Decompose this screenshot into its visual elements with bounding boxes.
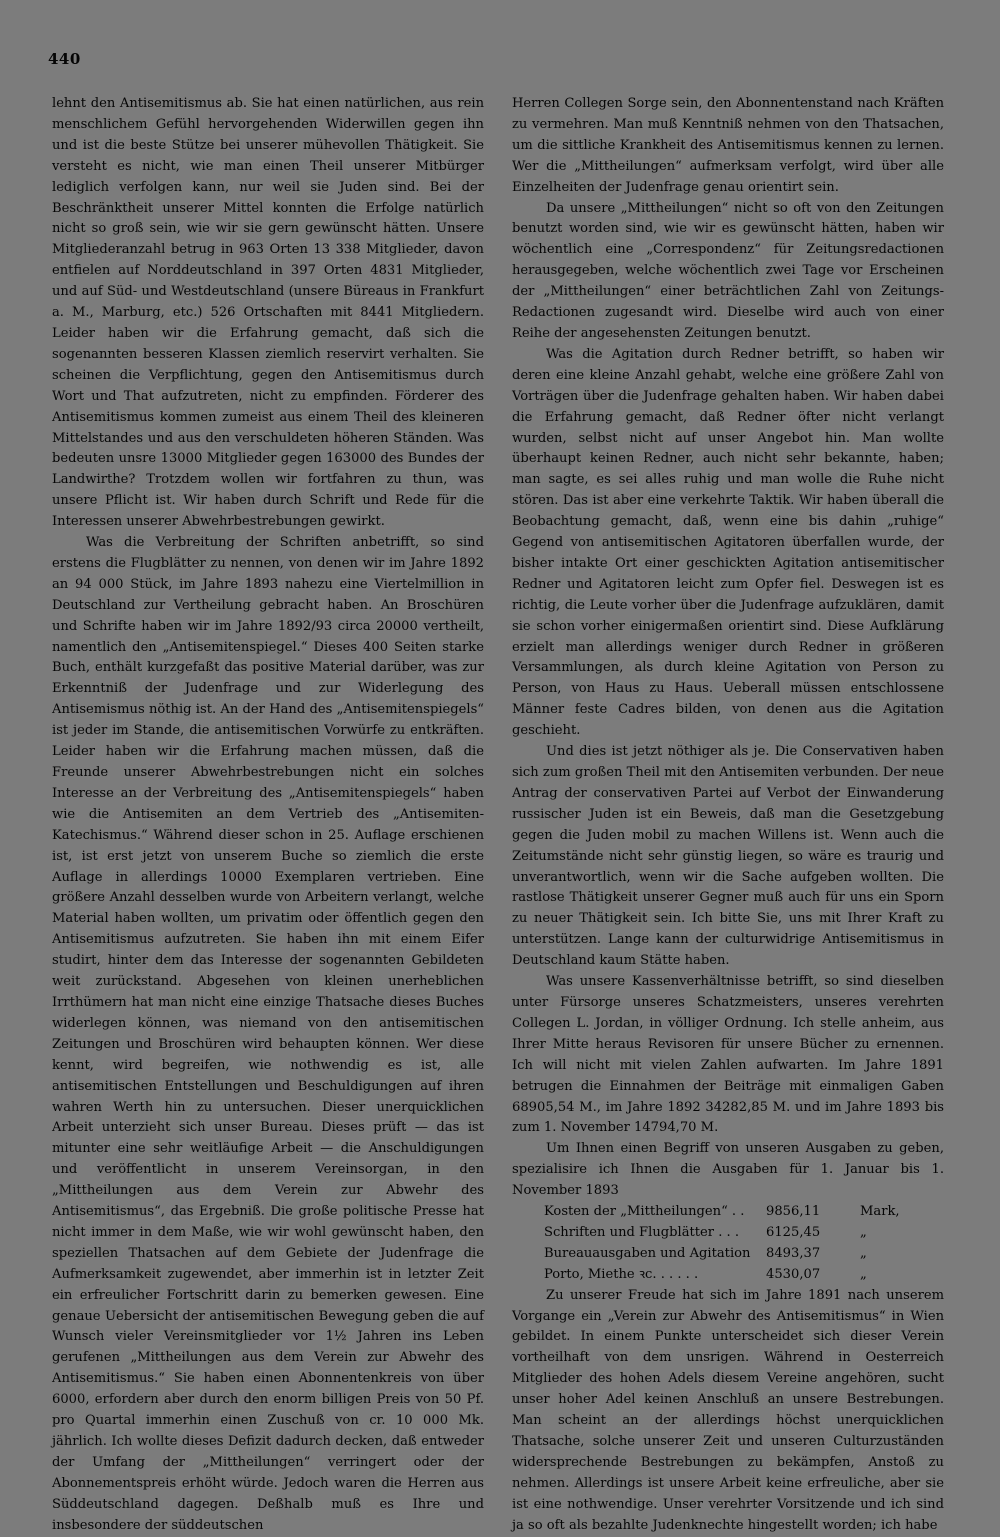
budget-unit: „	[860, 1266, 867, 1282]
budget-label: Porto, Miethe ꝛc. . . . . .	[544, 1266, 699, 1282]
right-column	[512, 94, 944, 1537]
page-number: 440	[48, 50, 81, 68]
budget-row	[544, 1265, 910, 1286]
paragraph: Um Ihnen einen Begriff von unseren Ausgaben zu geben, spezialisire ich Ihnen die Ausgaben für 1. Januar bis 1. November 1893	[512, 1141, 944, 1199]
budget-label: Schriften und Flugblätter . . .	[544, 1224, 740, 1240]
paragraph: Was die Verbreitung der Schriften anbetrifft, so sind erstens die Flugblätter zu nennen, von denen wir im Jahre 1892 an 94 000 Stück, im Jahre 1893 nahezu eine Viertelmillion in Deutschland zur Vertheilung gebracht haben. An Broschüren und Schrifte haben wir im Jahre 1892/93 circa 20000 vertheilt, namentlich den „Antisemitenspiegel.“ Dieses 400 Seiten starke Buch, enthält kurzgefaßt das positive Material darüber, was zur Erkenntniß der Judenfrage und zur Widerlegung des Antisemismus nöthig ist. An der Hand des „Antisemitenspiegels“ ist jeder im Stande, die antisemitischen Vorwürfe zu entkräften. Leider haben wir die Erfahrung machen müssen, daß die Freunde unserer Abwehrbestrebungen nicht ein solches Interesse an der Verbreitung des „Antisemitenspiegels“ haben wie die Antisemiten an dem Vertrieb des „Antisemiten-Katechismus.“ Während dieser schon in 25. Auflage erschienen ist, ist erst jetzt von unserem Buche so ziemlich die erste Auflage in allerdings 10000 Exemplaren vertrieben. Eine größere Anzahl desselben wurde von Arbeitern verlangt, welche Material haben wollten, um privatim oder öffentlich gegen den Antisemitismus aufzutreten. Sie haben ihn mit einem Eifer studirt, hinter dem das Interesse der sogenannten Gebildeten weit zurückstand. Abgesehen von kleinen unerheblichen Irrthümern hat man nicht eine einzige Thatsache dieses Buches widerlegen können, was niemand von den antisemitischen Zeitungen und Broschüren wird behaupten können. Wer diese kennt, wird begreifen, wie nothwendig es ist, alle antisemitischen Entstellungen und Beschuldigungen auf ihren wahren Werth hin zu untersuchen. Dieser unerquicklichen Arbeit unterzieht sich unser Bureau. Dieses prüft — das ist mitunter eine sehr weitläufige Arbeit — die Anschuldigungen und veröffentlicht in unserem Vereinsorgan, in den „Mittheilungen aus dem Verein zur Abwehr des Antisemitismus“, das Ergebniß. Die große politische Presse hat nicht immer in dem Maße, wie wir wohl gewünscht haben, den speziellen Thatsachen auf dem Gebiete der Judenfrage die Aufmerksamkeit zugewendet, aber immerhin ist in letzter Zeit ein erfreulicher Fortschritt darin zu bemerken gewesen. Eine genaue Uebersicht der antisemitischen Bewegung geben die auf Wunsch vieler Vereinsmitglieder vor 1½ Jahren ins Leben gerufenen „Mittheilungen aus dem Verein zur Abwehr des Antisemitismus.“ Sie haben einen Abonnentenkreis von über 6000, erfordern aber durch den enorm billigen Preis von 50 Pf. pro Quartal immerhin einen Zuschuß von cr. 10 000 Mk. jährlich. Ich wollte dieses Defizit dadurch decken, daß entweder der Umfang der „Mittheilungen“ verringert oder der Abonnementspreis erhöht würde. Jedoch waren die Herren aus Süddeutschland dagegen. Deßhalb muß es Ihre und insbesondere der süddeutschen	[52, 535, 484, 1533]
paragraph: Und dies ist jetzt nöthiger als je. Die Conservativen haben sich zum großen Theil mit den Antisemiten verbunden. Der neue Antrag der conservativen Partei auf Verbot der Einwanderung russischer Juden ist ein Beweis, daß man die Gesetzgebung gegen die Juden mobil zu machen Willens ist. Wenn auch die Zeitumstände nicht sehr günstig liegen, so wäre es traurig und unverantwortlich, wenn wir die Sache aufgeben wollten. Die rastlose Thätigkeit unserer Gegner muß auch für uns ein Sporn zu neuer Thätigkeit sein. Ich bitte Sie, uns mit Ihrer Kraft zu unterstützen. Lange kann der culturwidrige Antisemitismus in Deutschland kaum Stätte haben.	[512, 744, 944, 969]
budget-amount: 9856,11	[766, 1204, 821, 1220]
paragraph: Was die Agitation durch Redner betrifft, so haben wir deren eine kleine Anzahl gehabt, welche eine größere Zahl von Vorträgen über die Judenfrage gehalten haben. Wir haben dabei die Erfahrung gemacht, daß Redner öfter nicht verlangt wurden, selbst nicht auf unser Angebot hin. Man wollte überhaupt keinen Redner, auch nicht sehr bekannte, haben; man sagte, es sei alles ruhig und man wolle die Ruhe nicht stören. Das ist aber eine verkehrte Taktik. Wir haben überall die Beobachtung gemacht, daß, wenn eine bis dahin „ruhige“ Gegend von antisemitischen Agitatoren überfallen wurde, der bisher intakte Ort einer geschickten Agitation antisemitischer Redner und Agitatoren leicht zum Opfer fiel. Deswegen ist es richtig, die Leute vorher über die Judenfrage aufzuklären, damit sie schon vorher einigermaßen orientirt sind. Diese Aufklärung erzielt man allerdings weniger durch Redner in größeren Versammlungen, als durch kleine Agitation von Person zu Person, von Haus zu Haus. Ueberall müssen entschlossene Männer feste Cadres bilden, von denen aus die Agitation geschieht.	[512, 346, 944, 739]
budget-table	[544, 1202, 910, 1286]
budget-label: Kosten der „Mittheilungen“ . .	[544, 1204, 745, 1220]
left-column	[52, 94, 484, 1537]
budget-amount: 4530,07	[766, 1266, 821, 1282]
budget-label: Bureauausgaben und Agitation	[544, 1245, 751, 1261]
paragraph: Was unsere Kassenverhältnisse betrifft, so sind dieselben unter Fürsorge unseres Schatzmeisters, unseres verehrten Collegen L. Jordan, in völliger Ordnung. Ich stelle anheim, aus Ihrer Mitte heraus Revisoren für unsere Bücher zu ernennen. Ich will nicht mit vielen Zahlen aufwarten. Im Jahre 1891 betrugen die Einnahmen der Beiträge mit einmaligen Gaben 68905,54 M., im Jahre 1892 34282,85 M. und im Jahre 1893 bis zum 1. November 14794,70 M.	[512, 974, 944, 1136]
budget-unit: Mark,	[860, 1204, 900, 1220]
paragraph: Zu unserer Freude hat sich im Jahre 1891 nach unserem Vorgange ein „Verein zur Abwehr des Antisemitismus“ in Wien gebildet. In einem Punkte unterscheidet sich dieser Verein vortheilhaft von dem unsrigen. Während in Oesterreich Mitglieder des hohen Adels diesem Vereine angehören, sucht unser hoher Adel keinen Anschluß an unsere Bestrebungen. Man scheint an der allerdings höchst unerquicklichen Thatsache, solche unserer Zeit und unseren Culturzuständen widersprechende Bestrebungen zu bekämpfen, Anstoß zu nehmen. Allerdings ist unsere Arbeit keine erfreuliche, aber sie ist eine nothwendige. Unser verehrter Vorsitzende und ich sind ja so oft als bezahlte Judenknechte hingestellt worden; ich habe	[512, 1287, 944, 1533]
paragraph: lehnt den Antisemitismus ab. Sie hat einen natürlichen, aus rein menschlichem Gefühl hervorgehenden Widerwillen gegen ihn und ist die beste Stütze bei unserer mühevollen Thätigkeit. Sie versteht es nicht, wie man einen Theil unserer Mitbürger lediglich verfolgen kann, nur weil sie Juden sind. Bei der Beschränktheit unserer Mittel konnten die Erfolge natürlich nicht so groß sein, wie wir sie gern gewünscht hätten. Unsere Mitgliederanzahl betrug in 963 Orten 13 338 Mitglieder, davon entfielen auf Norddeutschland in 397 Orten 4831 Mitglieder, und auf Süd- und Westdeutschland (unsere Büreaus in Frankfurt a. M., Marburg, etc.) 526 Ortschaften mit 8441 Mitgliedern. Leider haben wir die Erfahrung gemacht, daß sich die sogenannten besseren Klassen ziemlich reservirt verhalten. Sie scheinen die Verpflichtung, gegen den Antisemitismus durch Wort und That aufzutreten, nicht zu empfinden. Förderer des Antisemitismus kommen zumeist aus einem Theil des kleineren Mittelstandes und aus den verschuldeten höheren Ständen. Was bedeuten unsre 13000 Mitglieder gegen 163000 des Bundes der Landwirthe? Trotzdem wollen wir fortfahren zu thun, was unsere Pflicht ist. Wir haben durch Schrift und Rede für die Interessen unserer Abwehrbestrebungen gewirkt.	[52, 96, 484, 530]
budget-unit: „	[860, 1224, 867, 1240]
paragraph: Da unsere „Mittheilungen“ nicht so oft von den Zeitungen benutzt worden sind, wie wir es gewünscht hätten, haben wir wöchentlich eine „Correspondenz“ für Zeitungsredactionen herausgegeben, welche wöchentlich zwei Tage vor Erscheinen der „Mittheilungen“ einer beträchtlichen Zahl von Zeitungs-Redactionen zugesandt wird. Dieselbe wird auch von einer Reihe der angesehensten Zeitungen benutzt.	[512, 200, 944, 341]
budget-unit: „	[860, 1245, 867, 1261]
budget-row	[544, 1202, 910, 1223]
budget-amount: 6125,45	[766, 1224, 821, 1240]
budget-row	[544, 1244, 910, 1265]
budget-amount: 8493,37	[766, 1245, 821, 1261]
paragraph: Herren Collegen Sorge sein, den Abonnentenstand nach Kräften zu vermehren. Man muß Kenntniß nehmen von den Thatsachen, um die sittliche Krankheit des Antisemitismus kennen zu lernen. Wer die „Mittheilungen“ aufmerksam verfolgt, wird über alle Einzelheiten der Judenfrage genau orientirt sein.	[512, 96, 944, 195]
budget-row	[544, 1223, 910, 1244]
